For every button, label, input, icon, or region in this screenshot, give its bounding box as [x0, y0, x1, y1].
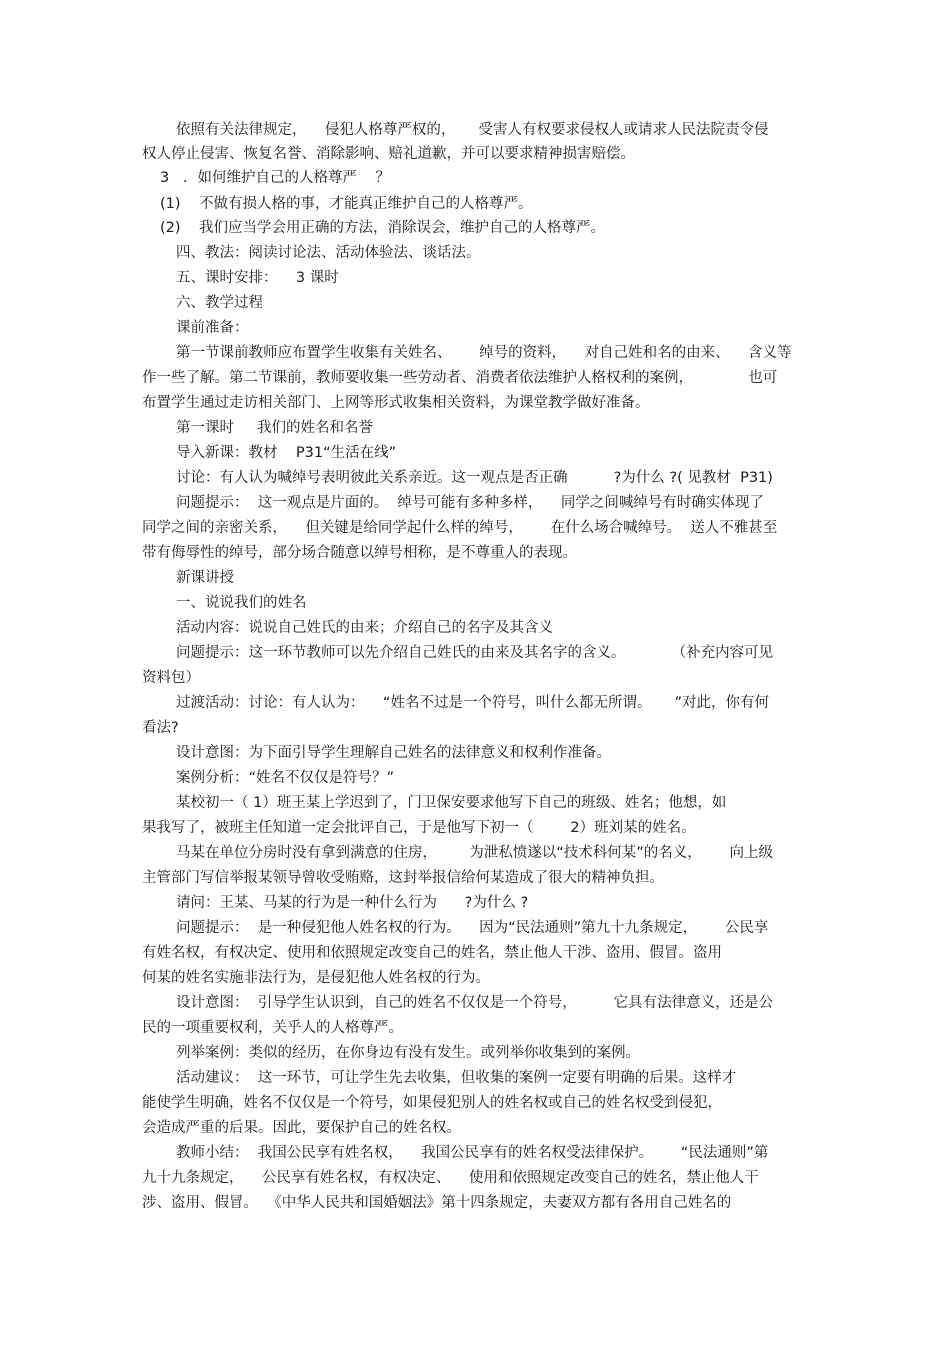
text-line: 新课讲授	[176, 570, 234, 586]
text-line: 课前准备：	[176, 320, 249, 336]
text-line: 布置学生通过走访相关部门、上网等形式收集相关资料，为课堂教学做好准备。	[142, 395, 650, 411]
text-line: 作一些了解。第二节课前，教师要收集一些劳动者、消费者依法维护人格权利的案例， 也可	[142, 370, 778, 386]
text-line: 果我写了，被班主任知道一定会批评自己，于是他写下初一（ 2）班刘某的姓名。	[142, 820, 696, 836]
text-line: 问题提示： 是一种侵犯他人姓名权的行为。 因为“民法通则”第九十九条规定， 公民享	[176, 920, 769, 936]
text-line: 过渡活动：讨论：有人认为： “姓名不过是一个符号，叫什么都无所谓。 ”对此，你有何	[176, 695, 770, 711]
text-line: 导入新课：教材 P31“生活在线”	[176, 445, 397, 461]
text-line: 第一课时 我们的姓名和名誉	[176, 420, 374, 436]
text-line: 3 ．如何维护自己的人格尊严 ？	[160, 170, 390, 186]
text-line: 九十九条规定， 公民享有姓名权，有权决定、 使用和依照规定改变自己的姓名，禁止他人干	[142, 1170, 759, 1186]
text-line: 会造成严重的后果。因此，要保护自己的姓名权。	[142, 1120, 461, 1136]
text-line: 问题提示： 这一观点是片面的。 绰号可能有多种多样， 同学之间喊绰号有时确实体现了	[176, 495, 764, 511]
text-line: 看法?	[142, 720, 179, 736]
text-line: 第一节课前教师应布置学生收集有关姓名、 绰号的资料， 对自己姓和名的由来、 含义等	[176, 345, 792, 361]
text-line: 权人停止侵害、恢复名誉、消除影响、赔礼道歉，并可以要求精神损害赔偿。	[142, 146, 635, 162]
text-line: 设计意图： 引导学生认识到，自己的姓名不仅仅是一个符号， 它具有法律意义，还是公	[176, 995, 774, 1011]
text-line: 同学之间的亲密关系， 但关键是给同学起什么样的绰号， 在什么场合喊绰号。 送人不雅甚至	[142, 520, 778, 536]
text-line: 涉、盗用、假冒。 《中华人民共和国婚姻法》第十四条规定，夫妻双方都有各用自己姓名的	[142, 1195, 732, 1211]
text-line: 一、说说我们的姓名	[176, 595, 307, 611]
text-line: 资料包）	[142, 670, 200, 686]
text-line: 活动内容：说说自己姓氏的由来；介绍自己的名字及其含义	[176, 620, 553, 636]
text-line: 某校初一（ 1）班王某上学迟到了，门卫保安要求他写下自己的班级、姓名；他想，如	[176, 795, 727, 811]
text-line: 列举案例：类似的经历，在你身边有没有发生。或列举你收集到的案例。	[176, 1045, 640, 1061]
text-line: 能使学生明确，姓名不仅仅是一个符号，如果侵犯别人的姓名权或自己的姓名权受到侵犯，	[142, 1095, 722, 1111]
text-line: 设计意图：为下面引导学生理解自己姓名的法律意义和权利作准备。	[176, 745, 611, 761]
text-line: (2) 我们应当学会用正确的方法，消除误会，维护自己的人格尊严。	[160, 220, 605, 236]
text-line: 五、课时安排： 3 课时	[176, 270, 339, 286]
text-line: 讨论：有人认为喊绰号表明彼此关系亲近。这一观点是否正确 ?为什么 ?( 见教材 P31)	[176, 470, 773, 486]
text-line: 六、教学过程	[176, 295, 263, 311]
text-line: 四、教法：阅读讨论法、活动体验法、谈话法。	[176, 245, 481, 261]
text-line: 马某在单位分房时没有拿到满意的住房， 为泄私愤遂以“技术科何某”的名义， 向上级	[176, 845, 773, 861]
text-line: (1) 不做有损人格的事，才能真正维护自己的人格尊严。	[160, 196, 533, 212]
text-line: 教师小结： 我国公民享有姓名权， 我国公民享有的姓名权受法律保护。 “民法通则”第	[176, 1145, 769, 1161]
text-line: 问题提示：这一环节教师可以先介绍自己姓氏的由来及其名字的含义。 （补充内容可见	[176, 645, 774, 661]
text-line: 何某的姓名实施非法行为，是侵犯他人姓名权的行为。	[142, 970, 490, 986]
text-line: 带有侮辱性的绰号，部分场合随意以绰号相称，是不尊重人的表现。	[142, 545, 577, 561]
text-line: 请问：王某、马某的行为是一种什么行为 ?为什么 ?	[176, 895, 529, 911]
text-line: 依照有关法律规定， 侵犯人格尊严权的， 受害人有权要求侵权人或请求人民法院责令侵	[176, 122, 769, 138]
text-line: 民的一项重要权利，关乎人的人格尊严。	[142, 1020, 403, 1036]
text-line: 案例分析：“姓名不仅仅是符号？”	[176, 770, 395, 786]
text-line: 活动建议： 这一环节，可让学生先去收集，但收集的案例一定要有明确的后果。这样才	[176, 1070, 737, 1086]
text-line: 有姓名权，有权决定、使用和依照规定改变自己的姓名，禁止他人干涉、盗用、假冒。盗用	[142, 945, 722, 961]
text-line: 主管部门写信举报某领导曾收受贿赂，这封举报信给何某造成了很大的精神负担。	[142, 870, 664, 886]
